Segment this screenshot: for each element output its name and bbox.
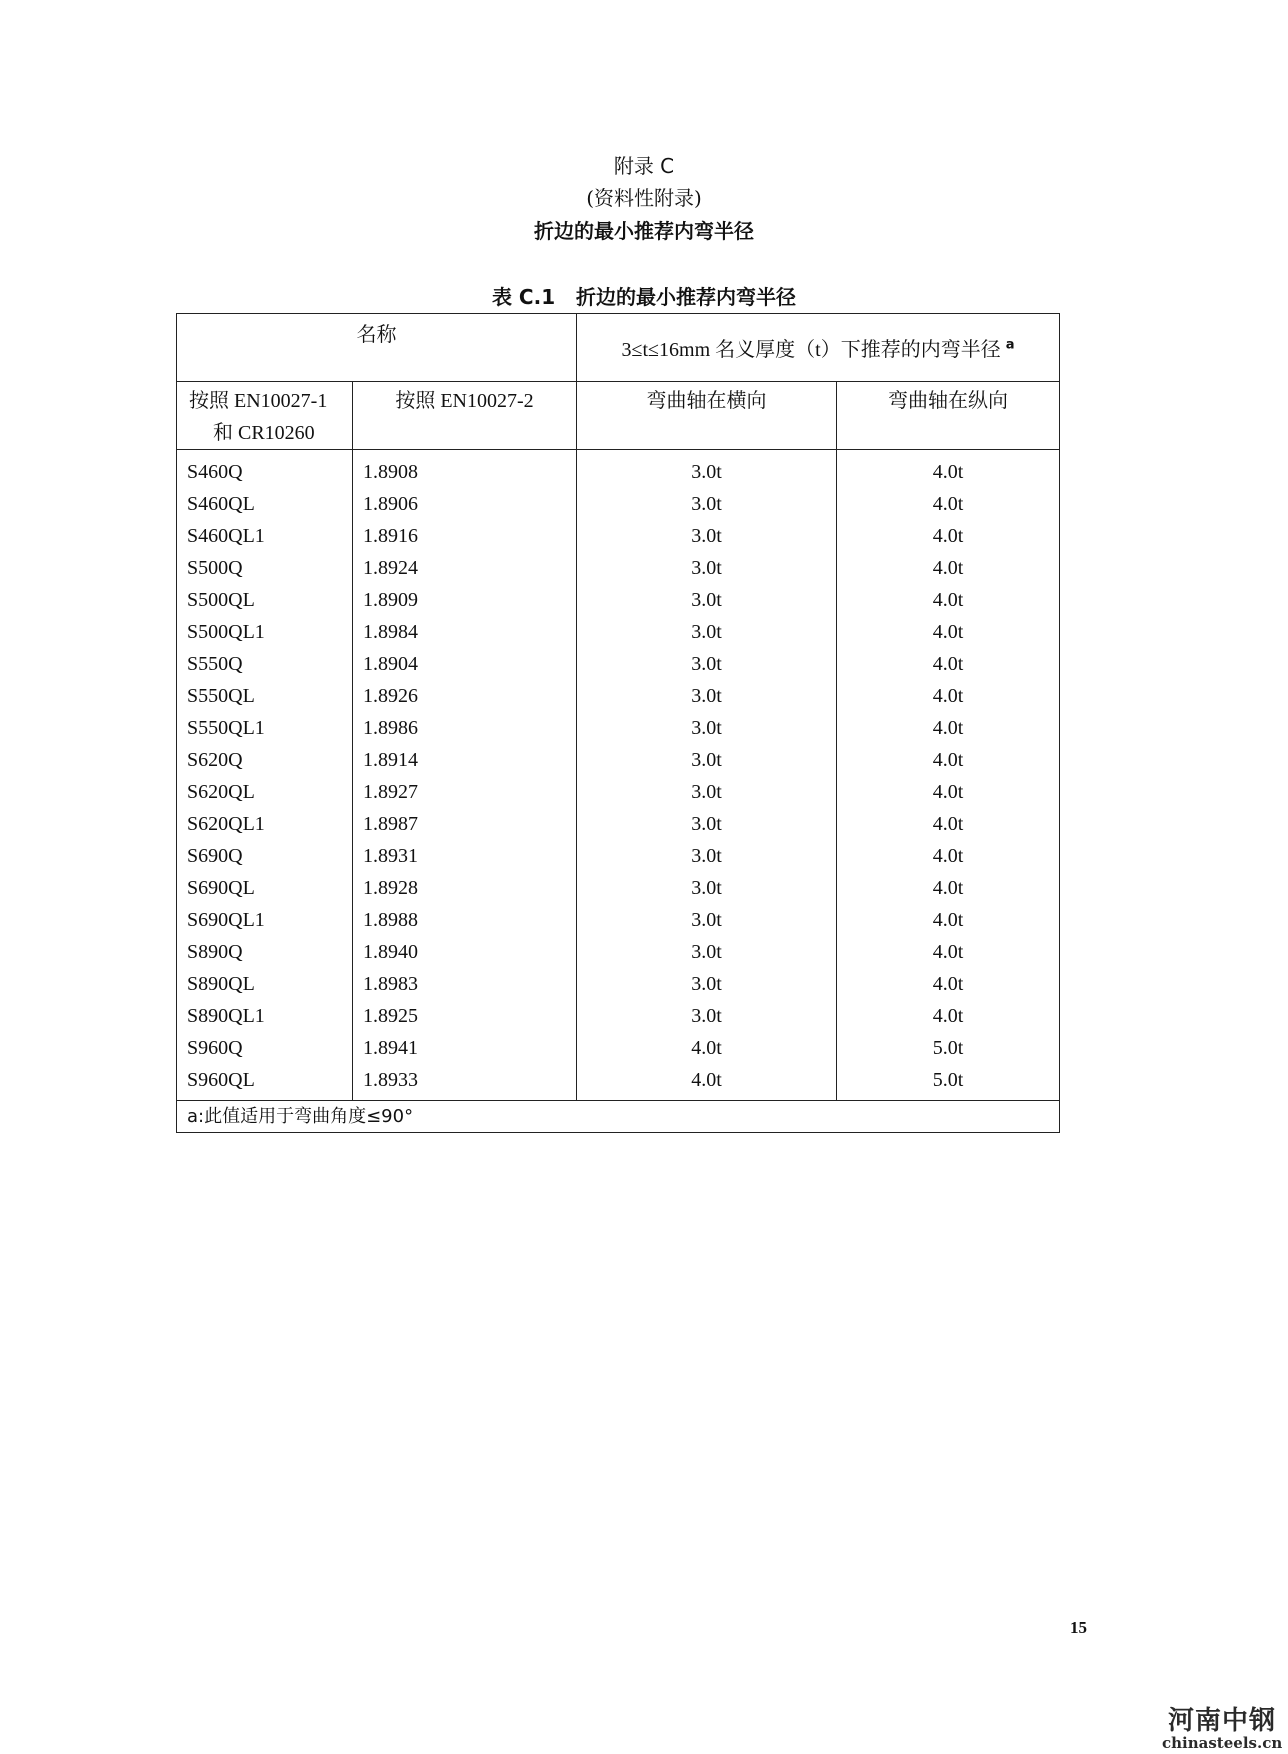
header-col3: 弯曲轴在横向 xyxy=(577,382,837,450)
cell-transverse: 4.0t xyxy=(577,1064,837,1101)
cell-grade: S460Q xyxy=(177,450,353,489)
cell-number: 1.8924 xyxy=(353,552,577,584)
cell-transverse: 3.0t xyxy=(577,488,837,520)
table-row xyxy=(177,1064,1060,1101)
cell-grade: S460QL1 xyxy=(177,520,353,552)
cell-longitudinal: 4.0t xyxy=(837,648,1060,680)
header-col1-line2: 和 CR10260 xyxy=(213,422,315,444)
cell-number: 1.8928 xyxy=(353,872,577,904)
cell-number: 1.8925 xyxy=(353,1000,577,1032)
cell-number: 1.8908 xyxy=(353,450,577,489)
cell-longitudinal: 4.0t xyxy=(837,616,1060,648)
cell-grade: S500QL1 xyxy=(177,616,353,648)
cell-longitudinal: 4.0t xyxy=(837,1000,1060,1032)
table-row xyxy=(177,840,1060,872)
cell-grade: S960Q xyxy=(177,1032,353,1064)
table-row xyxy=(177,744,1060,776)
cell-number: 1.8941 xyxy=(353,1032,577,1064)
cell-longitudinal: 5.0t xyxy=(837,1064,1060,1101)
watermark-logo xyxy=(1162,1707,1282,1751)
cell-grade: S890Q xyxy=(177,936,353,968)
header-col1-line1: 按照 EN10027-1 xyxy=(189,390,328,412)
cell-transverse: 4.0t xyxy=(577,1032,837,1064)
cell-transverse: 3.0t xyxy=(577,552,837,584)
table-row xyxy=(177,936,1060,968)
table-row xyxy=(177,968,1060,1000)
cell-number: 1.8906 xyxy=(353,488,577,520)
cell-number: 1.8927 xyxy=(353,776,577,808)
cell-longitudinal: 4.0t xyxy=(837,904,1060,936)
cell-number: 1.8916 xyxy=(353,520,577,552)
appendix-title: 折边的最小推荐内弯半径 xyxy=(534,219,754,243)
table-row xyxy=(177,776,1060,808)
header-col4: 弯曲轴在纵向 xyxy=(837,382,1060,450)
table-caption: 表 C.1 折边的最小推荐内弯半径 xyxy=(491,285,797,309)
watermark-cn: 河南中钢 xyxy=(1167,1706,1276,1736)
table-row xyxy=(177,712,1060,744)
cell-longitudinal: 4.0t xyxy=(837,744,1060,776)
cell-longitudinal: 4.0t xyxy=(837,450,1060,489)
cell-longitudinal: 4.0t xyxy=(837,584,1060,616)
cell-transverse: 3.0t xyxy=(577,872,837,904)
page-number: 15 xyxy=(1070,1618,1087,1637)
cell-transverse: 3.0t xyxy=(577,520,837,552)
watermark-en: chinasteels.cn xyxy=(1162,1734,1283,1752)
cell-grade: S500Q xyxy=(177,552,353,584)
cell-longitudinal: 4.0t xyxy=(837,776,1060,808)
cell-longitudinal: 4.0t xyxy=(837,808,1060,840)
cell-longitudinal: 4.0t xyxy=(837,712,1060,744)
cell-transverse: 3.0t xyxy=(577,904,837,936)
cell-transverse: 3.0t xyxy=(577,584,837,616)
cell-grade: S690QL xyxy=(177,872,353,904)
cell-transverse: 3.0t xyxy=(577,712,837,744)
header-name-text: 名称 xyxy=(356,324,397,346)
cell-number: 1.8909 xyxy=(353,584,577,616)
cell-number: 1.8904 xyxy=(353,648,577,680)
cell-grade: S620QL xyxy=(177,776,353,808)
cell-grade: S550QL1 xyxy=(177,712,353,744)
cell-number: 1.8986 xyxy=(353,712,577,744)
cell-transverse: 3.0t xyxy=(577,968,837,1000)
cell-transverse: 3.0t xyxy=(577,616,837,648)
cell-longitudinal: 4.0t xyxy=(837,488,1060,520)
cell-longitudinal: 4.0t xyxy=(837,936,1060,968)
cell-number: 1.8988 xyxy=(353,904,577,936)
cell-transverse: 3.0t xyxy=(577,648,837,680)
cell-grade: S620QL1 xyxy=(177,808,353,840)
cell-transverse: 3.0t xyxy=(577,936,837,968)
table-row xyxy=(177,616,1060,648)
appendix-label: 附录 C xyxy=(613,154,675,178)
cell-number: 1.8940 xyxy=(353,936,577,968)
header-col1 xyxy=(177,382,353,450)
appendix-type: (资料性附录) xyxy=(586,186,702,210)
cell-transverse: 3.0t xyxy=(577,680,837,712)
header-row-2 xyxy=(177,382,1060,450)
cell-grade: S890QL1 xyxy=(177,1000,353,1032)
cell-number: 1.8984 xyxy=(353,616,577,648)
header-row-1 xyxy=(177,314,1060,382)
cell-longitudinal: 5.0t xyxy=(837,1032,1060,1064)
cell-grade: S550Q xyxy=(177,648,353,680)
cell-transverse: 3.0t xyxy=(577,840,837,872)
table-body xyxy=(177,450,1060,1101)
cell-grade: S550QL xyxy=(177,680,353,712)
cell-transverse: 3.0t xyxy=(577,450,837,489)
cell-grade: S960QL xyxy=(177,1064,353,1101)
footnote: a:此值适用于弯曲角度≤90° xyxy=(177,1101,1060,1133)
cell-grade: S460QL xyxy=(177,488,353,520)
footnote-row xyxy=(177,1101,1060,1133)
table-row xyxy=(177,1032,1060,1064)
table-row xyxy=(177,808,1060,840)
cell-transverse: 3.0t xyxy=(577,744,837,776)
table-row xyxy=(177,680,1060,712)
header-radius-text: 3≤t≤16mm 名义厚度（t）下推荐的内弯半径 xyxy=(621,339,1001,361)
table-row xyxy=(177,1000,1060,1032)
cell-longitudinal: 4.0t xyxy=(837,520,1060,552)
cell-grade: S690Q xyxy=(177,840,353,872)
table-row xyxy=(177,904,1060,936)
cell-grade: S500QL xyxy=(177,584,353,616)
bend-radius-table xyxy=(176,313,1060,1133)
table-row xyxy=(177,488,1060,520)
cell-longitudinal: 4.0t xyxy=(837,968,1060,1000)
cell-longitudinal: 4.0t xyxy=(837,552,1060,584)
table-row xyxy=(177,552,1060,584)
cell-longitudinal: 4.0t xyxy=(837,680,1060,712)
cell-number: 1.8914 xyxy=(353,744,577,776)
header-col2: 按照 EN10027-2 xyxy=(353,382,577,450)
cell-number: 1.8931 xyxy=(353,840,577,872)
cell-longitudinal: 4.0t xyxy=(837,872,1060,904)
cell-grade: S690QL1 xyxy=(177,904,353,936)
cell-grade: S890QL xyxy=(177,968,353,1000)
table-row xyxy=(177,648,1060,680)
header-name xyxy=(177,314,577,382)
table-row xyxy=(177,872,1060,904)
header-radius-note: a xyxy=(1005,337,1015,353)
cell-longitudinal: 4.0t xyxy=(837,840,1060,872)
cell-transverse: 3.0t xyxy=(577,776,837,808)
header-radius xyxy=(577,314,1060,382)
cell-number: 1.8987 xyxy=(353,808,577,840)
cell-grade: S620Q xyxy=(177,744,353,776)
cell-transverse: 3.0t xyxy=(577,808,837,840)
table-row xyxy=(177,450,1060,489)
cell-number: 1.8933 xyxy=(353,1064,577,1101)
cell-number: 1.8983 xyxy=(353,968,577,1000)
table-row xyxy=(177,520,1060,552)
cell-number: 1.8926 xyxy=(353,680,577,712)
table-row xyxy=(177,584,1060,616)
cell-transverse: 3.0t xyxy=(577,1000,837,1032)
